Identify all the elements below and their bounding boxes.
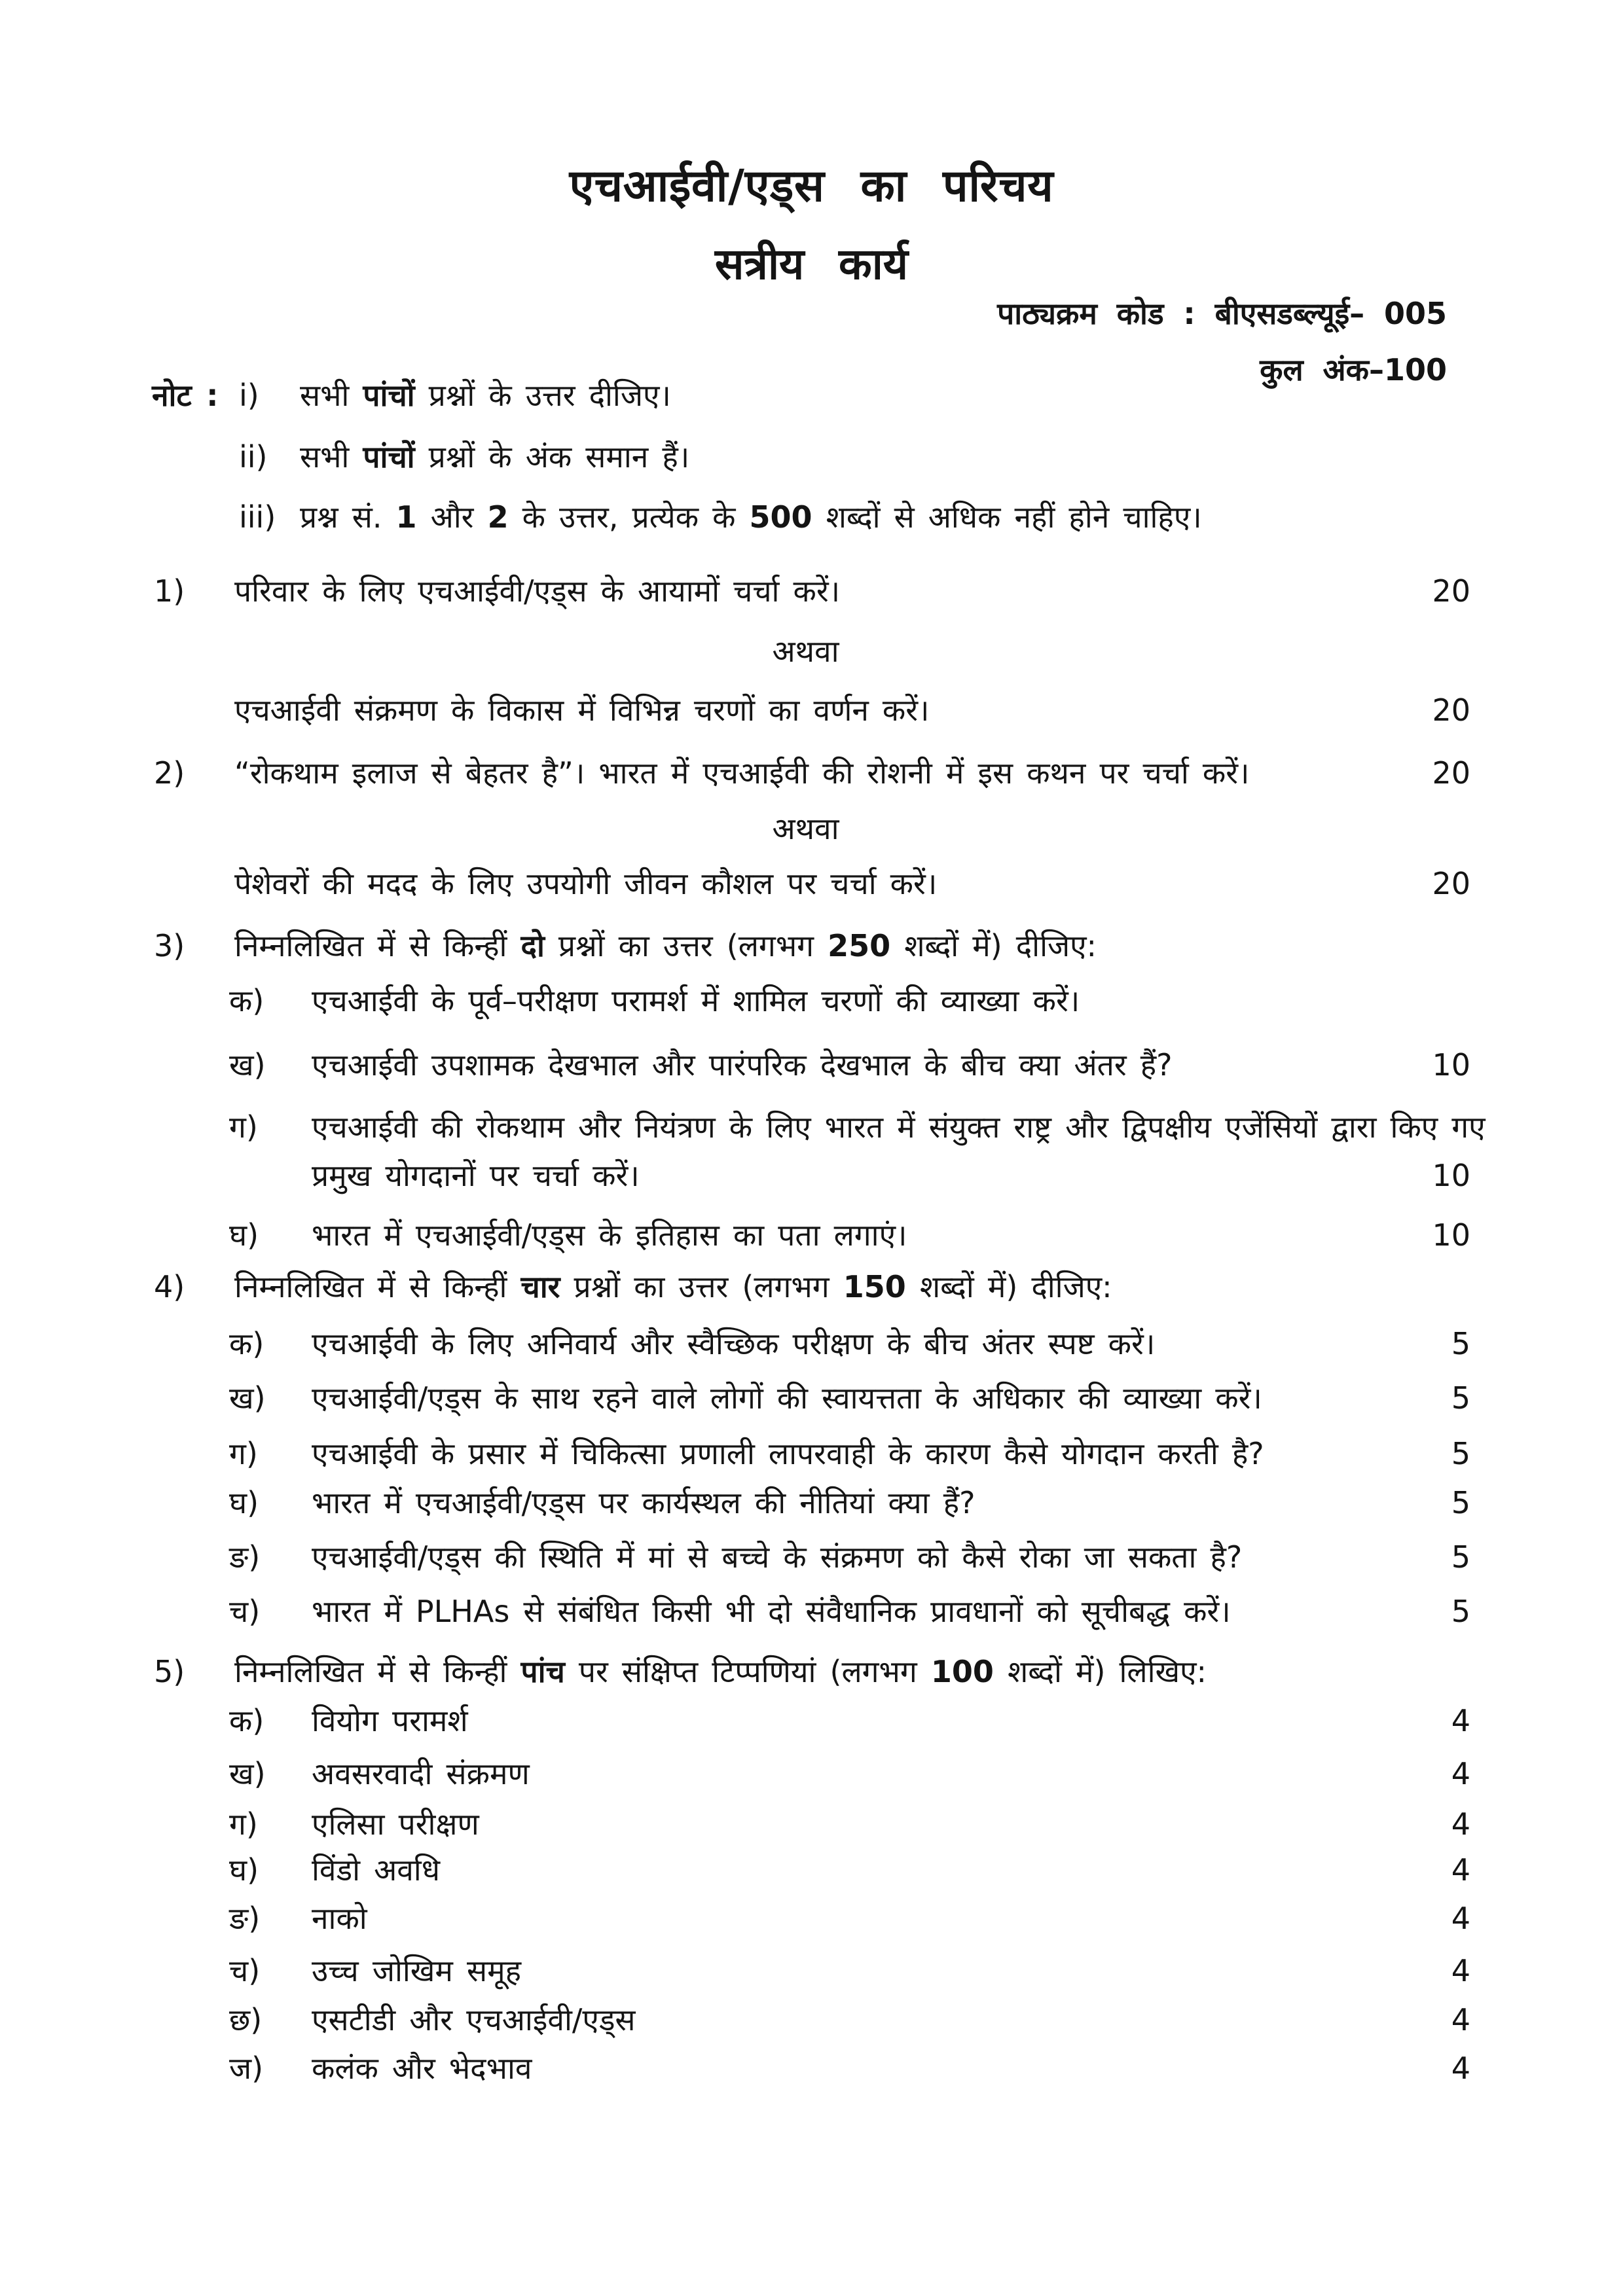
question-text: एचआईवी संक्रमण के विकास में विभिन्न चरणों का वर्णन करें। bbox=[234, 692, 930, 728]
question-text: “रोकथाम इलाज से बेहतर है”। भारत में एचआईवी की रोशनी में इस कथन पर चर्चा करें। bbox=[234, 755, 1250, 791]
sub-item-text: भारत में एचआईवी/एड्स के इतिहास का पता लगाएं। bbox=[312, 1217, 907, 1253]
sub-item-letter: घ) bbox=[229, 1852, 259, 1888]
sub-item-text-continued: प्रमुख योगदानों पर चर्चा करें। bbox=[312, 1158, 640, 1193]
sub-item-letter: ग) bbox=[229, 1806, 258, 1842]
note-item-3 bbox=[0, 494, 1623, 540]
question-3-item-c-line1 bbox=[0, 1104, 1623, 1150]
marks: 5 bbox=[1451, 1485, 1470, 1520]
marks: 5 bbox=[1451, 1436, 1470, 1471]
marks: 5 bbox=[1451, 1380, 1470, 1416]
sub-item-text: वियोग परामर्श bbox=[312, 1703, 468, 1738]
marks: 4 bbox=[1451, 1852, 1470, 1888]
marks: 4 bbox=[1451, 2002, 1470, 2037]
sub-item-letter: च) bbox=[229, 1594, 261, 1629]
question-number: 1) bbox=[154, 573, 185, 609]
course-code: पाठ्यक्रम कोड : बीएसडब्ल्यूई– 005 bbox=[997, 296, 1447, 331]
sub-item-letter: ज) bbox=[229, 2051, 264, 2086]
or-divider-1 bbox=[0, 628, 1623, 674]
marks: 10 bbox=[1432, 1217, 1470, 1253]
marks: 4 bbox=[1451, 1756, 1470, 1791]
question-5-item-a bbox=[0, 1698, 1623, 1744]
note-item-text: प्रश्न सं. 1 और 2 के उत्तर, प्रत्येक के 500 शब्दों से अधिक नहीं होने चाहिए। bbox=[300, 499, 1202, 535]
or-label: अथवा bbox=[772, 634, 839, 669]
sub-item-letter: ख) bbox=[229, 1380, 266, 1416]
sub-item-text: भारत में PLHAs से संबंधित किसी भी दो संवैधानिक प्रावधानों को सूचीबद्ध करें। bbox=[312, 1594, 1231, 1629]
question-4-item-d bbox=[0, 1480, 1623, 1526]
question-2-alt bbox=[0, 861, 1623, 906]
note-item-number: ii) bbox=[239, 439, 268, 475]
question-1 bbox=[0, 568, 1623, 614]
question-1-alt bbox=[0, 687, 1623, 733]
sub-item-letter: क) bbox=[229, 1326, 264, 1361]
sub-item-letter: च) bbox=[229, 1953, 261, 1988]
question-number: 2) bbox=[154, 755, 185, 791]
sub-item-text: एचआईवी के पूर्व–परीक्षण परामर्श में शामिल चरणों की व्याख्या करें। bbox=[312, 983, 1080, 1018]
marks: 5 bbox=[1451, 1539, 1470, 1575]
note-item-1 bbox=[0, 372, 1623, 418]
sub-item-text: एलिसा परीक्षण bbox=[312, 1806, 479, 1842]
sub-item-letter: क) bbox=[229, 983, 264, 1018]
sub-item-text: एचआईवी/एड्स की स्थिति में मां से बच्चे के संक्रमण को कैसे रोका जा सकता है? bbox=[312, 1539, 1243, 1575]
sub-item-letter: क) bbox=[229, 1703, 264, 1738]
marks: 20 bbox=[1432, 692, 1470, 728]
note-label: नोट : bbox=[152, 378, 219, 413]
question-4-item-c bbox=[0, 1431, 1623, 1477]
sub-item-text: विंडो अवधि bbox=[312, 1852, 441, 1888]
marks: 20 bbox=[1432, 755, 1470, 791]
sub-item-letter: ख) bbox=[229, 1756, 266, 1791]
sub-item-letter: घ) bbox=[229, 1217, 259, 1253]
sub-item-letter: छ) bbox=[229, 2002, 263, 2037]
question-text: पेशेवरों की मदद के लिए उपयोगी जीवन कौशल पर चर्चा करें। bbox=[234, 866, 938, 901]
question-4-item-e bbox=[0, 1534, 1623, 1580]
marks: 4 bbox=[1451, 1901, 1470, 1936]
sub-item-text: भारत में एचआईवी/एड्स पर कार्यस्थल की नीतियां क्या हैं? bbox=[312, 1485, 976, 1520]
question-5-item-d bbox=[0, 1847, 1623, 1893]
question-text: निम्नलिखित में से किन्हीं चार प्रश्नों का उत्तर (लगभग 150 शब्दों में) दीजिए: bbox=[234, 1269, 1112, 1304]
sub-item-text: नाको bbox=[312, 1901, 367, 1936]
sub-item-text: एचआईवी/एड्स के साथ रहने वाले लोगों की स्वायत्तता के अधिकार की व्याख्या करें। bbox=[312, 1380, 1262, 1416]
sub-item-letter: ख) bbox=[229, 1047, 266, 1083]
question-5-item-c bbox=[0, 1801, 1623, 1847]
question-3-item-d bbox=[0, 1212, 1623, 1258]
question-3-item-c-line2 bbox=[0, 1153, 1623, 1198]
question-5-item-h bbox=[0, 2045, 1623, 2091]
or-divider-2 bbox=[0, 806, 1623, 852]
sub-item-text: एचआईवी की रोकथाम और नियंत्रण के लिए भारत में संयुक्त राष्ट्र और द्विपक्षीय एजेंसियों द्वारा किए गए bbox=[312, 1109, 1486, 1145]
marks: 4 bbox=[1451, 1703, 1470, 1738]
sub-item-text: कलंक और भेदभाव bbox=[312, 2051, 532, 2086]
question-text: परिवार के लिए एचआईवी/एड्स के आयामों चर्चा करें। bbox=[234, 573, 841, 609]
question-5-item-f bbox=[0, 1948, 1623, 1994]
sub-item-text: एचआईवी के प्रसार में चिकित्सा प्रणाली लापरवाही के कारण कैसे योगदान करती है? bbox=[312, 1436, 1264, 1471]
question-5-item-g bbox=[0, 1997, 1623, 2043]
marks: 4 bbox=[1451, 1806, 1470, 1842]
sub-item-letter: ङ) bbox=[229, 1539, 261, 1575]
sub-item-text: एसटीडी और एचआईवी/एड्स bbox=[312, 2002, 636, 2037]
or-label: अथवा bbox=[772, 811, 839, 846]
note-item-text: सभी पांचों प्रश्नों के उत्तर दीजिए। bbox=[300, 378, 671, 413]
question-4-header bbox=[0, 1264, 1623, 1310]
question-4-item-a bbox=[0, 1321, 1623, 1367]
note-item-number: iii) bbox=[239, 499, 276, 535]
total-marks: कुल अंक–100 bbox=[1260, 352, 1447, 387]
question-5-item-e bbox=[0, 1895, 1623, 1941]
marks: 5 bbox=[1451, 1326, 1470, 1361]
marks: 10 bbox=[1432, 1158, 1470, 1193]
marks: 10 bbox=[1432, 1047, 1470, 1083]
sub-item-letter: ग) bbox=[229, 1436, 258, 1471]
question-3-item-a bbox=[0, 978, 1623, 1024]
sub-item-text: एचआईवी के लिए अनिवार्य और स्वैच्छिक परीक्षण के बीच अंतर स्पष्ट करें। bbox=[312, 1326, 1156, 1361]
question-2 bbox=[0, 750, 1623, 796]
question-3-header bbox=[0, 923, 1623, 969]
question-text: निम्नलिखित में से किन्हीं दो प्रश्नों का उत्तर (लगभग 250 शब्दों में) दीजिए: bbox=[234, 928, 1097, 963]
marks: 5 bbox=[1451, 1594, 1470, 1629]
question-number: 5) bbox=[154, 1654, 185, 1689]
note-item-text: सभी पांचों प्रश्नों के अंक समान हैं। bbox=[300, 439, 690, 475]
sub-item-text: अवसरवादी संक्रमण bbox=[312, 1756, 530, 1791]
question-4-item-f bbox=[0, 1588, 1623, 1634]
question-3-item-b bbox=[0, 1042, 1623, 1088]
marks: 4 bbox=[1451, 1953, 1470, 1988]
question-5-item-b bbox=[0, 1751, 1623, 1797]
question-number: 3) bbox=[154, 928, 185, 963]
marks: 20 bbox=[1432, 573, 1470, 609]
marks: 20 bbox=[1432, 866, 1470, 901]
question-text: निम्नलिखित में से किन्हीं पांच पर संक्षिप्त टिप्पणियां (लगभग 100 शब्दों में) लिखिए: bbox=[234, 1654, 1207, 1689]
sub-item-text: उच्च जोखिम समूह bbox=[312, 1953, 522, 1988]
question-5-header bbox=[0, 1649, 1623, 1695]
note-item-number: i) bbox=[239, 378, 259, 413]
page-title: एचआईवी/एड्स का परिचय bbox=[569, 160, 1054, 212]
page-subtitle: सत्रीय कार्य bbox=[714, 239, 909, 289]
sub-item-letter: ग) bbox=[229, 1109, 258, 1145]
sub-item-letter: ङ) bbox=[229, 1901, 261, 1936]
note-item-2 bbox=[0, 434, 1623, 480]
question-4-item-b bbox=[0, 1375, 1623, 1421]
question-number: 4) bbox=[154, 1269, 185, 1304]
sub-item-text: एचआईवी उपशामक देखभाल और पारंपरिक देखभाल के बीच क्या अंतर हैं? bbox=[312, 1047, 1173, 1083]
sub-item-letter: घ) bbox=[229, 1485, 259, 1520]
marks: 4 bbox=[1451, 2051, 1470, 2086]
